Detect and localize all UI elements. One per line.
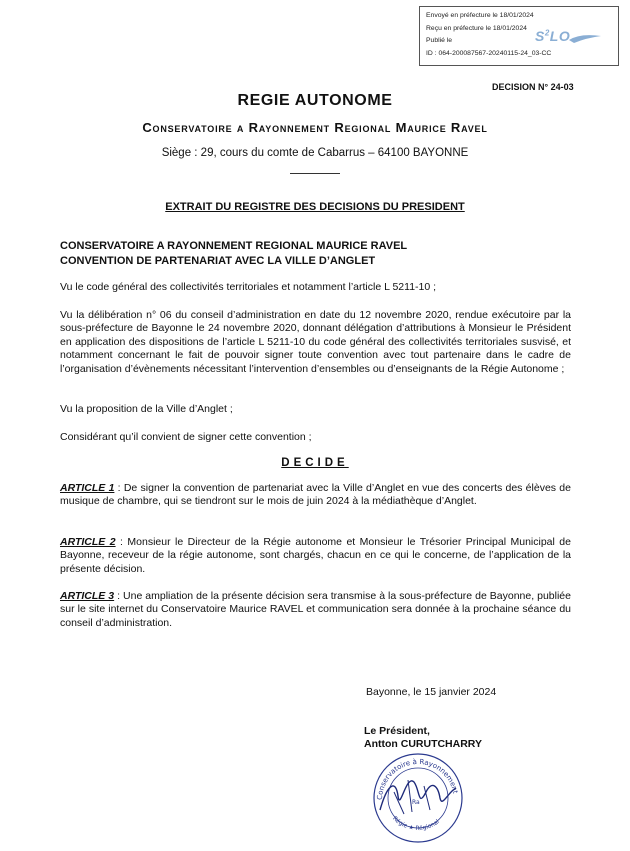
decide-heading: DECIDE (281, 457, 349, 469)
article-2-text: : Monsieur le Directeur de la Régie autonome et Monsieur le Trésorier Principal Municipal de Bayonne, receveur de la régie autonome, sont chargés, chacun en ce qui le concerne, de l’application de la présente décision. (60, 536, 571, 575)
article-2 (60, 536, 571, 576)
s2low-logo: $S^2LO$ (535, 28, 571, 44)
president-block (364, 725, 482, 751)
consideration-deliberation: Vu la délibération n° 06 du conseil d’administration en date du 12 novembre 2020, rendue exécutoire par la sous-préfecture de Bayonne le 24 novembre 2020, donnant délégation d’attributions à Monsieur le Président en application des dispositions de l’article L 5211-10 du code général des collectivités territoriales susvisé, et notamment concernant le fait de pouvoir signer toute convention avec tout partenaire dans le cadre de l’organisation d’évènements nécessitant l’intervention d’ensembles ou d’enseignants de la Régie Autonome ; (60, 309, 571, 375)
divider (290, 173, 340, 174)
president-title: Le Président, (364, 725, 430, 737)
article-1 (60, 482, 571, 509)
place-date: Bayonne, le 15 janvier 2024 (366, 686, 497, 698)
extract-title: EXTRAIT DU REGISTRE DES DECISIONS DU PRESIDENT (165, 201, 465, 213)
siege-address: Siège : 29, cours du comte de Cabarrus – 64100 BAYONNE (161, 147, 469, 159)
article-3-label: ARTICLE 3 (60, 590, 115, 602)
subject-line-1: CONSERVATOIRE A RAYONNEMENT REGIONAL MAURICE RAVEL (60, 240, 408, 252)
svg-text:Conservatoire à Rayonnement: Conservatoire à Rayonnement (375, 757, 460, 801)
consideration-considerant: Considérant qu’il convient de signer cette convention ; (60, 431, 312, 443)
subject (60, 239, 407, 269)
document-id: ID : 064-200087567-20240115-24_03-CC (426, 49, 552, 57)
regie-heading: REGIE AUTONOME (237, 92, 393, 109)
s2low-swoosh-icon (568, 34, 602, 44)
svg-text:Régie ★ Régional: Régie ★ Régional (391, 815, 441, 833)
consideration-proposition: Vu la proposition de la Ville d’Anglet ; (60, 403, 233, 415)
president-name: Antton CURUTCHARRY (364, 738, 483, 750)
svg-text:Ra: Ra (412, 799, 420, 806)
article-3-text: : Une ampliation de la présente décision sera transmise à la sous-préfecture de Bayonne, publiée sur le site internet du Conservatoire Maurice RAVEL et communication sera donnée à la prochaine séance du conseil d’administration. (60, 590, 571, 629)
subject-line-2: CONVENTION DE PARTENARIAT AVEC LA VILLE D’ANGLET (60, 255, 376, 267)
sent-date: Envoyé en préfecture le 18/01/2024 (426, 12, 534, 19)
article-1-label: ARTICLE 1 (60, 482, 115, 494)
article-3 (60, 590, 571, 630)
published-label: Publié le (426, 37, 453, 45)
article-2-label: ARTICLE 2 (60, 536, 116, 548)
consideration-code: Vu le code général des collectivités territoriales et notamment l’article L 5211-10 ; (60, 281, 437, 293)
conservatoire-heading: Conservatoire a Rayonnement Regional Maurice Ravel (142, 120, 488, 135)
article-1-text: : De signer la convention de partenariat avec la Ville d’Anglet en vue des concerts des élèves de musique de chambre, qui se tiendront sur le mois de juin 2024 à la médiathèque d’Anglet. (60, 482, 571, 508)
official-seal-icon (368, 752, 468, 844)
received-date: Reçu en préfecture le 18/01/2024 (426, 24, 527, 32)
decision-number: DECISION N° 24-03 (492, 82, 574, 92)
